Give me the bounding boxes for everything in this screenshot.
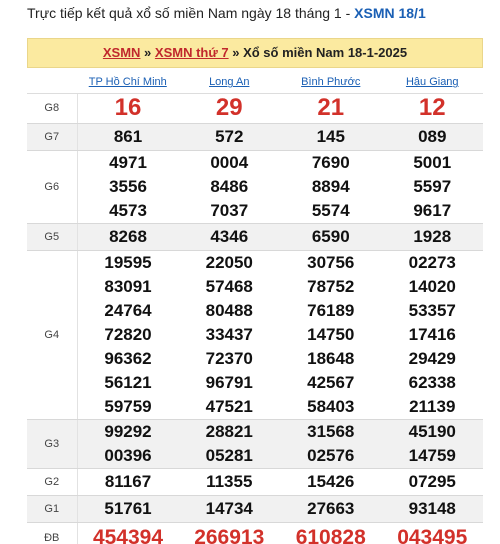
result-cell: 93148 (382, 495, 484, 522)
result-cell: 043495 (382, 522, 484, 544)
result-number: 5597 (413, 176, 452, 196)
results-table (27, 72, 483, 544)
result-number: 02273 (408, 252, 456, 272)
prize-row (27, 522, 483, 544)
result-number: 02576 (307, 445, 355, 465)
result-cell: 1928 (382, 223, 484, 250)
result-stack (382, 251, 484, 419)
result-cell: 07295 (382, 468, 484, 495)
result-stack (280, 151, 382, 223)
result-cell (77, 250, 179, 419)
result-cell: 12 (382, 93, 484, 123)
result-number: 59759 (104, 396, 152, 416)
result-number: 96791 (205, 372, 253, 392)
result-number: 99292 (104, 421, 152, 441)
result-number: 9617 (413, 200, 452, 220)
prize-label: G5 (27, 223, 77, 250)
result-number: 4573 (109, 200, 147, 220)
result-number: 4971 (109, 152, 147, 172)
result-cell: 266913 (179, 522, 281, 544)
result-number: 47521 (205, 396, 253, 416)
result-stack (78, 251, 179, 419)
result-stack (179, 251, 281, 419)
province-link-tp-ho-chi-minh[interactable]: TP Hồ Chí Minh (77, 72, 179, 93)
result-stack (179, 420, 281, 468)
result-cell: 8268 (77, 223, 179, 250)
result-cell: 16 (77, 93, 179, 123)
prize-label: G4 (27, 250, 77, 419)
result-cell: 15426 (280, 468, 382, 495)
result-number: 78752 (307, 276, 355, 296)
result-number: 8486 (210, 176, 249, 196)
prize-label: ĐB (27, 522, 77, 544)
prize-row (27, 250, 483, 419)
result-stack (179, 151, 281, 223)
prize-label: G2 (27, 468, 77, 495)
result-number: 00396 (104, 445, 152, 465)
province-link-hau-giang[interactable]: Hậu Giang (382, 72, 484, 93)
result-cell: 089 (382, 123, 484, 150)
prize-row (27, 150, 483, 223)
result-cell (179, 250, 281, 419)
prize-row (27, 419, 483, 468)
result-number: 76189 (307, 300, 355, 320)
result-number: 96362 (104, 348, 152, 368)
result-cell: 572 (179, 123, 281, 150)
prize-label: G8 (27, 93, 77, 123)
result-number: 14759 (408, 445, 456, 465)
breadcrumb-current: Xổ số miền Nam 18-1-2025 (243, 45, 408, 60)
breadcrumb-separator: » (140, 45, 155, 60)
result-number: 31568 (307, 421, 355, 441)
result-number: 33437 (205, 324, 253, 344)
result-cell (382, 250, 484, 419)
result-number: 0004 (210, 152, 249, 172)
result-number: 05281 (205, 445, 253, 465)
page-title (27, 5, 426, 21)
result-cell (179, 419, 281, 468)
result-number: 53357 (408, 300, 456, 320)
result-cell (280, 419, 382, 468)
result-number: 72370 (205, 348, 253, 368)
result-stack (78, 420, 179, 468)
results-table-container (27, 72, 483, 544)
result-number: 7037 (210, 200, 249, 220)
province-link-binh-phuoc[interactable]: Bình Phước (280, 72, 382, 93)
result-stack (280, 420, 382, 468)
result-number: 3556 (109, 176, 147, 196)
result-cell: 29 (179, 93, 281, 123)
breadcrumb-link-xsmn[interactable]: XSMN (102, 45, 141, 60)
result-cell: 51761 (77, 495, 179, 522)
result-number: 28821 (205, 421, 253, 441)
result-number: 5001 (413, 152, 452, 172)
result-cell: 27663 (280, 495, 382, 522)
result-cell (280, 150, 382, 223)
page-title-link[interactable]: XSMN 18/1 (354, 5, 426, 21)
prize-label: G7 (27, 123, 77, 150)
result-number: 8894 (311, 176, 350, 196)
result-cell (179, 150, 281, 223)
result-cell: 81167 (77, 468, 179, 495)
result-number: 30756 (307, 252, 355, 272)
result-number: 7690 (311, 152, 350, 172)
result-cell: 6590 (280, 223, 382, 250)
result-cell: 610828 (280, 522, 382, 544)
result-cell (382, 419, 484, 468)
result-number: 18648 (307, 348, 355, 368)
prize-row (27, 495, 483, 522)
result-number: 21139 (409, 396, 456, 416)
result-number: 17416 (408, 324, 456, 344)
province-link-long-an[interactable]: Long An (179, 72, 281, 93)
result-number: 24764 (104, 300, 152, 320)
breadcrumb-separator: » (228, 45, 244, 60)
result-cell: 21 (280, 93, 382, 123)
result-stack (382, 151, 484, 223)
breadcrumb-link-xsmn-thu-7[interactable]: XSMN thứ 7 (154, 45, 229, 60)
result-number: 83091 (104, 276, 152, 296)
result-stack (280, 251, 382, 419)
result-number: 56121 (104, 372, 152, 392)
result-cell: 11355 (179, 468, 281, 495)
result-number: 29429 (408, 348, 456, 368)
result-number: 14750 (307, 324, 355, 344)
result-number: 45190 (408, 421, 456, 441)
result-number: 22050 (205, 252, 253, 272)
prize-column-header (27, 72, 77, 93)
prize-row (27, 123, 483, 150)
result-number: 57468 (205, 276, 253, 296)
result-cell: 14734 (179, 495, 281, 522)
result-cell: 145 (280, 123, 382, 150)
result-number: 80488 (205, 300, 253, 320)
result-number: 72820 (104, 324, 152, 344)
result-number: 42567 (307, 372, 355, 392)
result-cell: 4346 (179, 223, 281, 250)
result-cell (77, 419, 179, 468)
result-number: 14020 (408, 276, 456, 296)
breadcrumb (27, 38, 483, 68)
result-number: 19595 (104, 252, 152, 272)
result-stack (382, 420, 484, 468)
result-cell: 454394 (77, 522, 179, 544)
prize-row (27, 93, 483, 123)
prize-label: G3 (27, 419, 77, 468)
result-cell (382, 150, 484, 223)
prize-row (27, 223, 483, 250)
result-cell: 861 (77, 123, 179, 150)
province-header-row (27, 72, 483, 93)
result-cell (77, 150, 179, 223)
result-cell (280, 250, 382, 419)
result-stack (78, 151, 179, 223)
result-number: 58403 (307, 396, 355, 416)
prize-label: G1 (27, 495, 77, 522)
prize-label: G6 (27, 150, 77, 223)
prize-row (27, 468, 483, 495)
result-number: 5574 (311, 200, 350, 220)
result-number: 62338 (408, 372, 456, 392)
page-title-text: Trực tiếp kết quả xổ số miền Nam ngày 18 tháng 1 - (27, 5, 355, 21)
